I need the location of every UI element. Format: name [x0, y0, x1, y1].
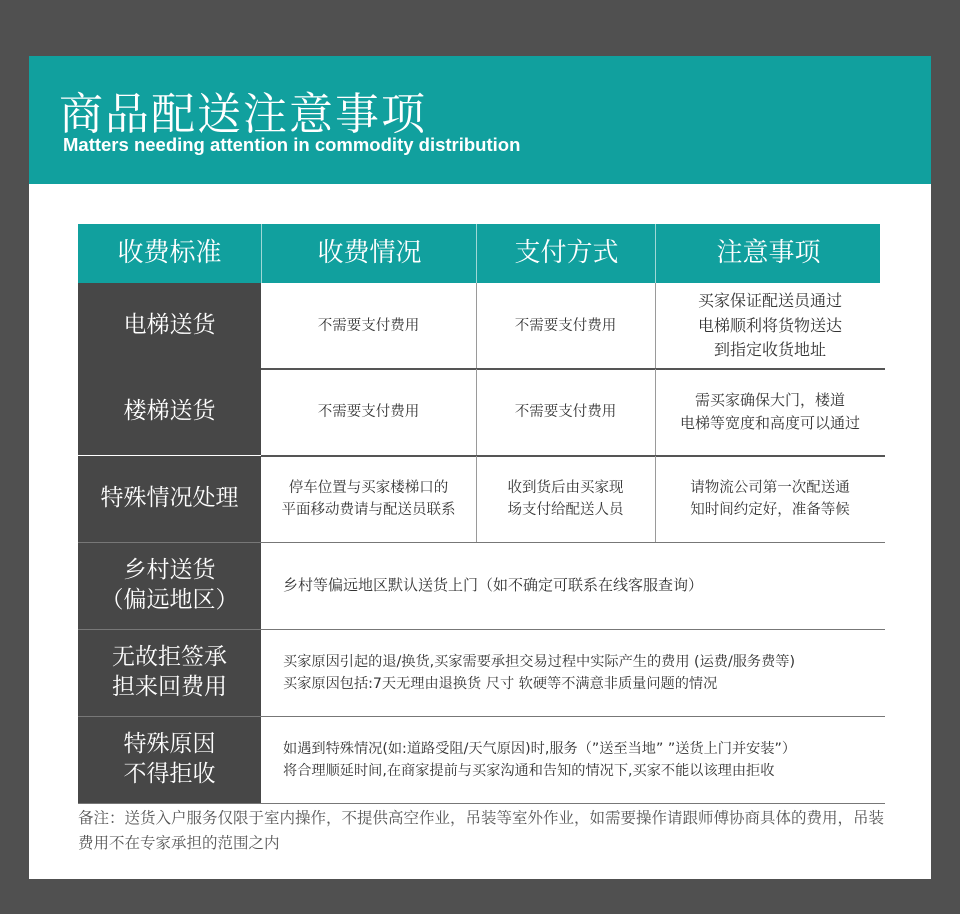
- table-row: [78, 456, 885, 542]
- fee-cell: 不需要支付费用: [317, 317, 420, 334]
- notice-card: [29, 56, 931, 879]
- row-label: 乡村送货 （偏远地区）: [78, 543, 261, 629]
- row-label: 无故拒签承 担来回费用: [78, 630, 261, 716]
- page-subtitle: Matters needing attention in commodity distribution: [63, 134, 521, 155]
- table-row: [78, 369, 885, 455]
- column-header-notice: 注意事项: [655, 224, 881, 283]
- table-row: [78, 283, 885, 369]
- payment-cell: 收到货后由买家现 场支付给配送人员: [507, 479, 624, 518]
- fee-cell: 停车位置与买家楼梯口的 平面移动费请与配送员联系: [281, 479, 456, 518]
- footnote: 备注：送货入户服务仅限于室内操作，不提供高空作业，吊装等室外作业，如需要操作请跟师傅协商具体的费用，吊装费用不在专家承担的范围之内: [78, 809, 885, 852]
- payment-cell: 不需要支付费用: [514, 403, 617, 420]
- merged-cell: 乡村等偏远地区默认送货上门（如不确定可联系在线客服查询）: [283, 576, 704, 595]
- merged-cell: 买家原因引起的退/换货,买家需要承担交易过程中实际产生的费用 (运费/服务费等) 买家原因包括:7天无理由退换货 尺寸 软硬等不满意非质量问题的情况: [283, 654, 796, 692]
- table-row: [78, 630, 885, 716]
- payment-cell: 不需要支付费用: [514, 317, 617, 334]
- notice-cell: 请物流公司第一次配送通 知时间约定好，准备等候: [690, 479, 850, 518]
- row-label: 特殊情况处理: [78, 456, 261, 542]
- table-row: [78, 543, 885, 629]
- page-title: 商品配送注意事项: [59, 89, 427, 140]
- notice-cell: 买家保证配送员通过 电梯顺利将货物送达 到指定收货地址: [697, 290, 842, 360]
- row-label: 电梯送货: [78, 283, 261, 369]
- table-bottom-divider: [78, 803, 885, 804]
- notice-cell: 需买家确保大门，楼道 电梯等宽度和高度可以通过: [679, 390, 860, 432]
- table-header: [78, 224, 880, 283]
- merged-cell: 如遇到特殊情况(如:道路受阻/天气原因)时,服务（”送至当地” ”送货上门并安装”） 将合理顺延时间,在商家提前与买家沟通和告知的情况下,买家不能以该理由拒收: [283, 741, 797, 779]
- column-header-fee-status: 收费情况: [261, 224, 477, 283]
- row-label: 楼梯送货: [78, 369, 261, 455]
- fee-cell: 不需要支付费用: [317, 403, 420, 420]
- column-header-payment: 支付方式: [476, 224, 656, 283]
- row-label: 特殊原因 不得拒收: [78, 717, 261, 803]
- header-banner: [29, 56, 931, 184]
- column-header-fee-standard: 收费标准: [117, 238, 222, 268]
- table-row: [78, 717, 885, 803]
